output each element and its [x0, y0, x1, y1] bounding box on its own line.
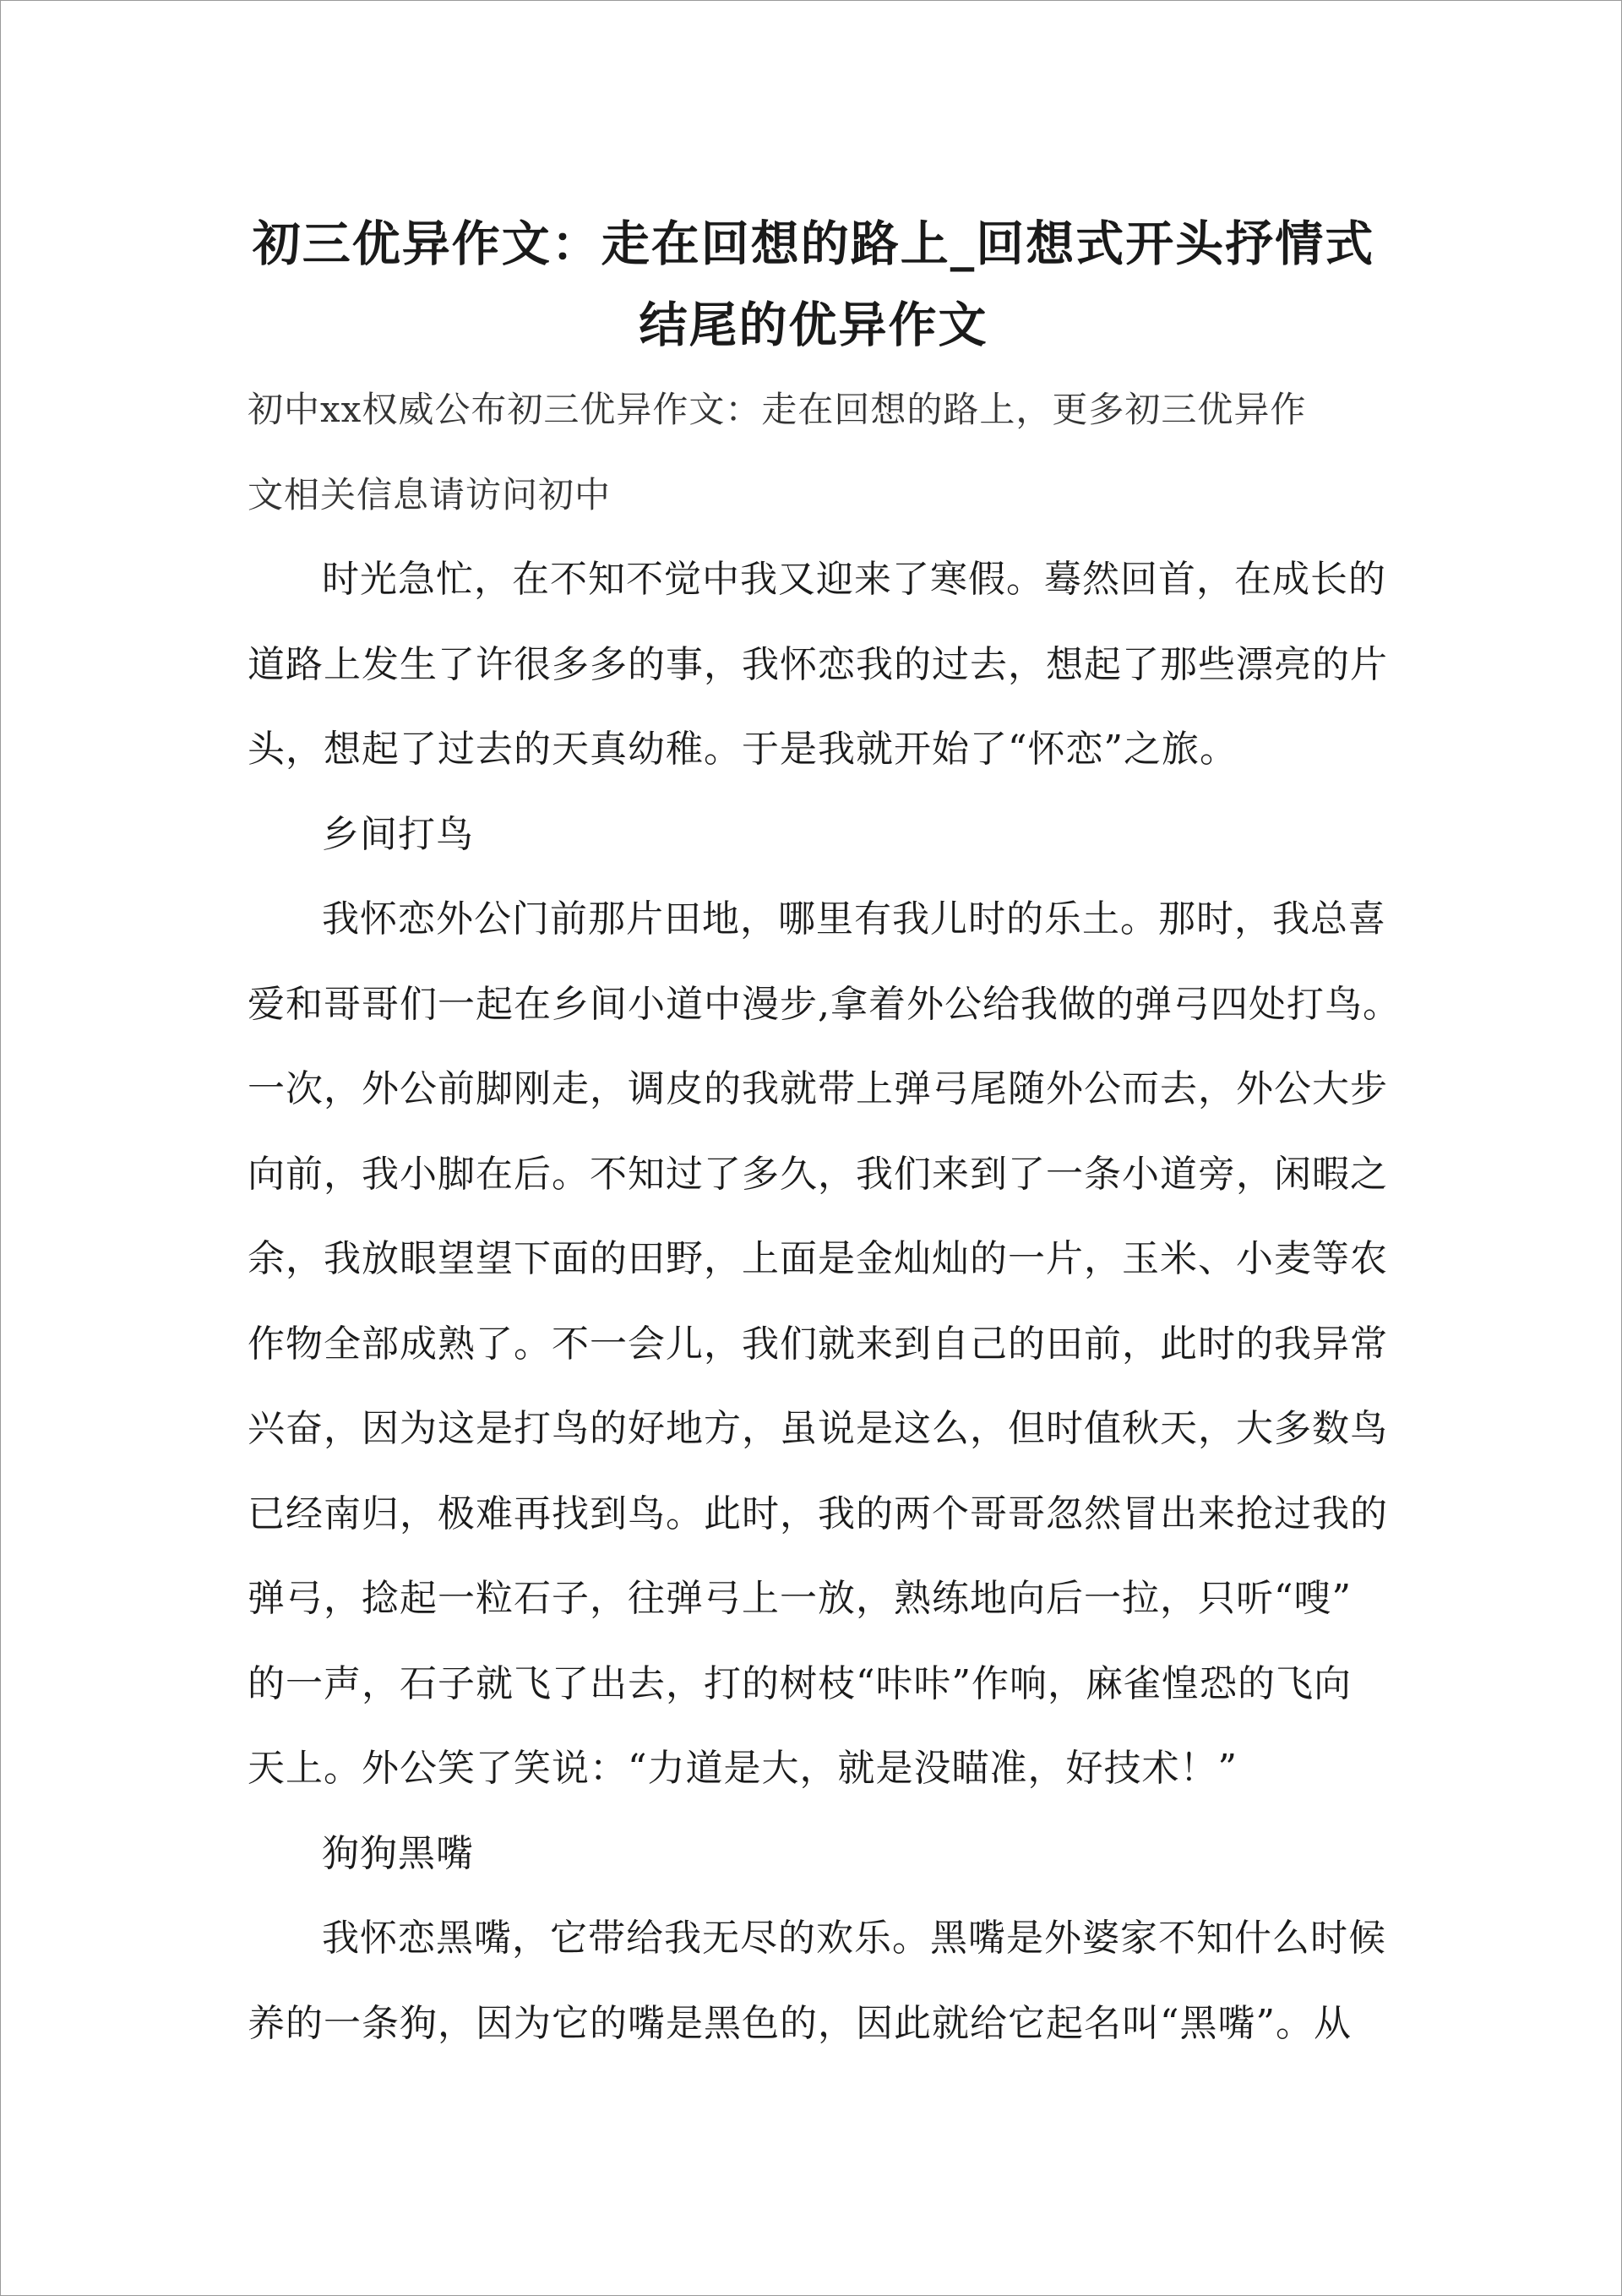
- text-line: 道路上发生了许很多多的事，我怀恋我的过去，想起了那些漂亮的片: [248, 642, 1388, 686]
- section-heading-2: [248, 1812, 1380, 1897]
- text-line: 已经南归，极难再找到鸟。此时，我的两个哥哥忽然冒出来抢过我的: [248, 1492, 1388, 1535]
- text-line: 弹弓，捻起一粒石子，往弹弓上一放，熟练地向后一拉，只听“嗖”: [248, 1577, 1352, 1620]
- title-line: 结尾的优异作文: [639, 297, 988, 353]
- paragraph-3: [248, 1896, 1386, 2066]
- text-line: 我怀恋外公门前那片田地，哪里有我儿时的乐土。那时，我总喜: [322, 897, 1386, 941]
- heading-text: 乡间打鸟: [322, 812, 474, 856]
- section-heading-1: [248, 793, 1380, 878]
- title-line: 初三优异作文：走在回想的路上_回想式开头抒情式: [252, 215, 1375, 272]
- text-line: 的一声，石子就飞了出去，打的树枝“咔咔”作响，麻雀惶恐的飞向: [248, 1661, 1352, 1705]
- text-line: 爱和哥哥们一起在乡间小道中漫步,拿着外公给我做的弹弓四处打鸟。: [248, 982, 1401, 1026]
- paragraph-2: [248, 877, 1401, 1812]
- heading-text: 狗狗黑嘴: [322, 1831, 474, 1875]
- text-line: 向前，我小脚在后。不知过了多久，我们来到了一条小道旁，闲暇之: [248, 1152, 1388, 1196]
- text-line: 余，我放眼望望下面的田野，上面是金灿灿的一片，玉米、小麦等农: [248, 1237, 1388, 1280]
- text-line: 初中xx权威公布初三优异作文：走在回想的路上，更多初三优异作: [248, 389, 1307, 430]
- text-line: 头，想起了过去的天真幼稚。于是我就开始了“怀恋”之旅。: [248, 728, 1238, 771]
- text-line: 时光急忙，在不知不觉中我又迎来了寒假。蓦然回首，在成长的: [322, 558, 1386, 601]
- text-line: 兴奋，因为这是打鸟的好地方，虽说是这么，但时值秋天，大多数鸟: [248, 1407, 1388, 1450]
- paragraph-1: [248, 537, 1388, 793]
- text-line: 文相关信息请访问初中: [248, 473, 612, 515]
- intro-paragraph: [248, 368, 1380, 537]
- text-line: 养的一条狗，因为它的嘴是黑色的，因此就给它起名叫“黑嘴”。从: [248, 2001, 1352, 2045]
- text-line: 我怀恋黑嘴，它带给我无尽的欢乐。黑嘴是外婆家不知什么时候: [322, 1917, 1386, 1960]
- text-line: 作物全部成熟了。不一会儿，我们就来到自己的田前，此时的我异常: [248, 1322, 1388, 1366]
- text-line: 天上。外公笑了笑说：“力道是大，就是没瞄准，好技术！”: [248, 1747, 1238, 1790]
- document-title: [248, 204, 1380, 366]
- text-line: 一次，外公前脚刚走，调皮的我就带上弹弓尾随外公而去，外公大步: [248, 1067, 1388, 1110]
- document-body: [248, 204, 1401, 2066]
